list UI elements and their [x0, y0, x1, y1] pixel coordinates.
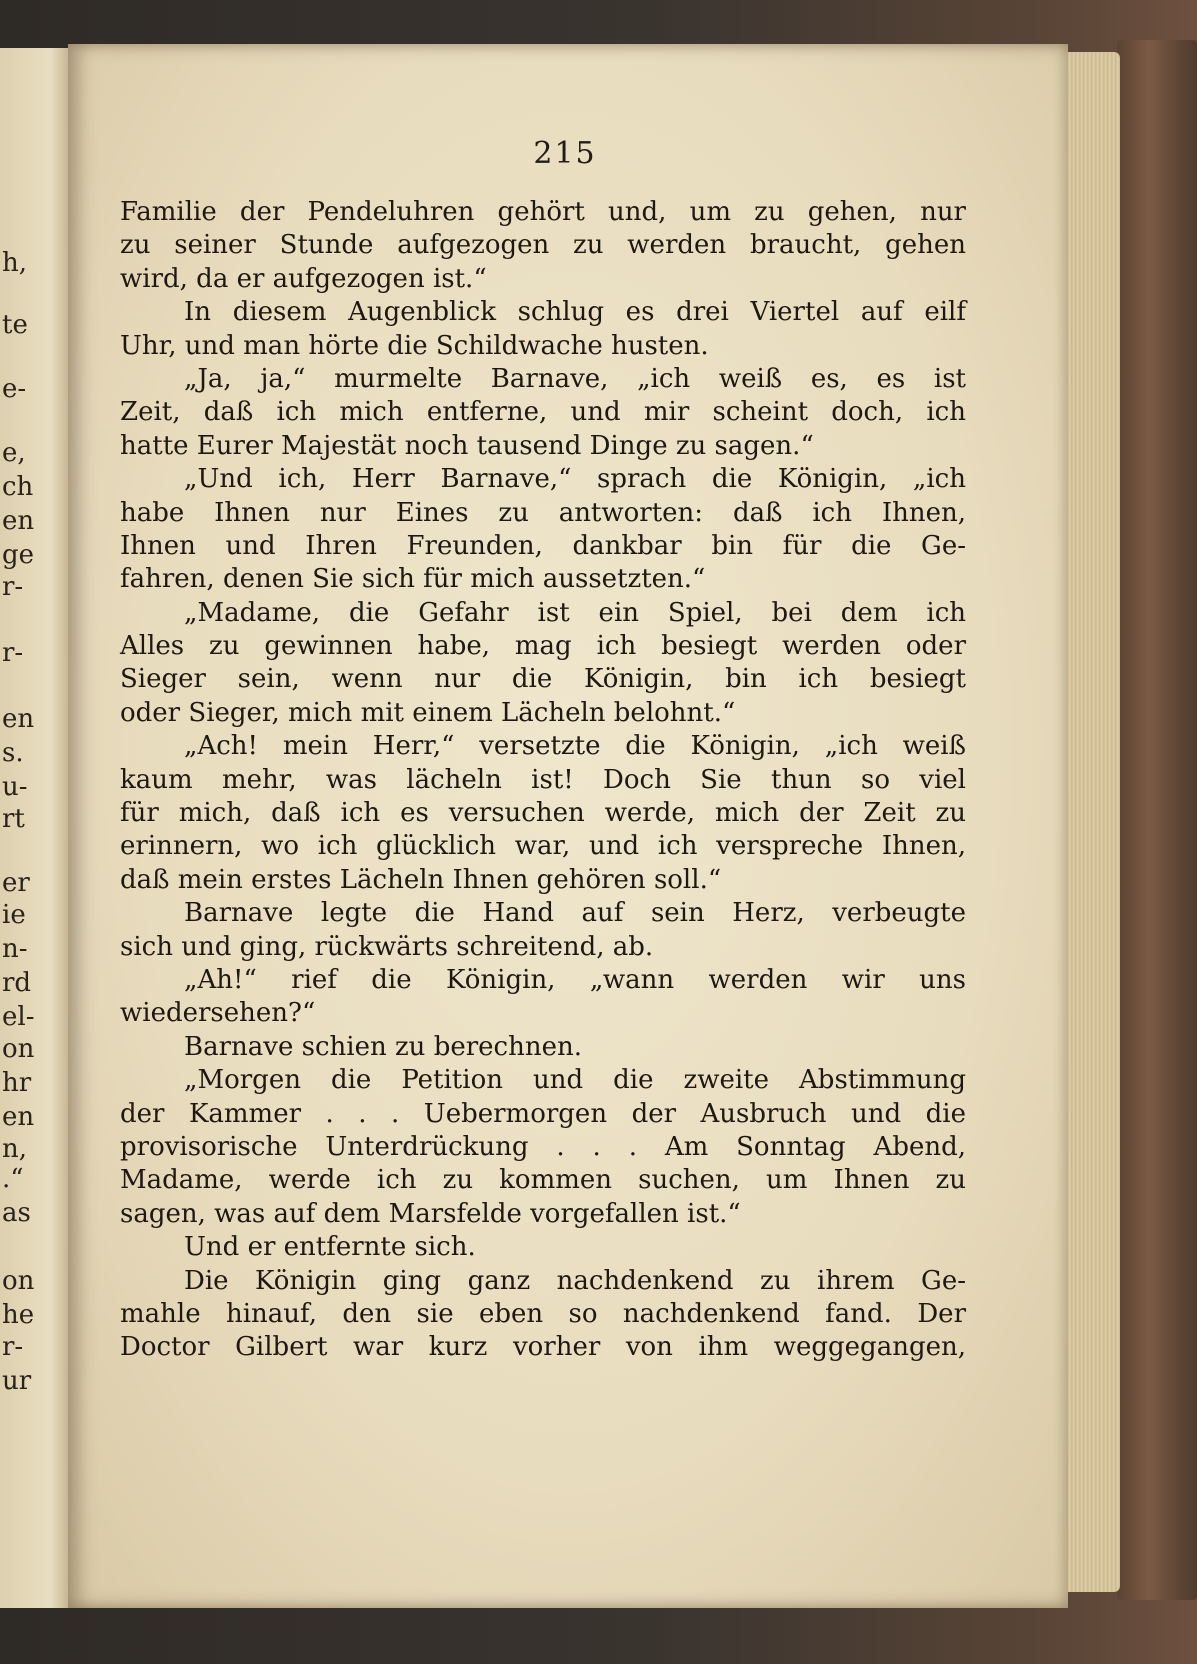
- left-fragment: er: [2, 868, 30, 898]
- text-line: für mich, daß ich es versuchen werde, mich der Zeit zu: [120, 798, 966, 829]
- left-fragment: ge: [2, 540, 35, 570]
- left-fragment: on: [2, 1266, 35, 1296]
- left-fragment: en: [2, 1102, 35, 1132]
- text-line: sich und ging, rückwärts schreitend, ab.: [120, 931, 654, 962]
- text-line: sagen, was auf dem Marsfelde vorgefallen ist.“: [120, 1198, 741, 1229]
- left-fragment: r-: [2, 638, 24, 668]
- left-fragment: rd: [2, 968, 32, 998]
- text-line: Uhr, und man hörte die Schildwache husten.: [120, 330, 709, 361]
- text-line: „Madame, die Gefahr ist ein Spiel, bei dem ich: [184, 597, 966, 628]
- text-line: wiedersehen?“: [120, 998, 316, 1029]
- left-fragment: .“: [2, 1164, 24, 1194]
- text-line: Ihnen und Ihren Freunden, dankbar bin für die Ge-: [120, 530, 966, 561]
- text-line: habe Ihnen nur Eines zu antworten: daß ich Ihnen,: [120, 497, 966, 528]
- left-fragment: en: [2, 704, 35, 734]
- text-line: „Ja, ja,“ murmelte Barnave, „ich weiß es, es ist: [184, 363, 966, 394]
- text-line: Barnave schien zu berechnen.: [184, 1031, 582, 1062]
- text-line: hatte Eurer Majestät noch tausend Dinge zu sagen.“: [120, 430, 814, 461]
- text-line: Und er entfernte sich.: [184, 1232, 476, 1263]
- left-fragment: e,: [2, 438, 26, 468]
- left-fragment: n,: [2, 1134, 28, 1164]
- text-line: „Morgen die Petition und die zweite Abstimmung: [184, 1065, 966, 1096]
- left-fragment: el-: [2, 1002, 35, 1032]
- text-line: Madame, werde ich zu kommen suchen, um Ihnen zu: [120, 1165, 966, 1196]
- text-line: Zeit, daß ich mich entferne, und mir scheint doch, ich: [120, 397, 966, 428]
- text-line: Alles zu gewinnen habe, mag ich besiegt werden oder: [120, 631, 966, 662]
- left-page-text: [2, 48, 62, 1608]
- left-fragment: u-: [2, 772, 28, 802]
- book-page: [68, 44, 1068, 1608]
- text-line: „Ach! mein Herr,“ versetzte die Königin, „ich weiß: [184, 731, 966, 762]
- text-line: oder Sieger, mich mit einem Lächeln belohnt.“: [120, 697, 736, 728]
- text-line: Barnave legte die Hand auf sein Herz, verbeugte: [184, 898, 966, 929]
- page-number: 215: [533, 136, 597, 171]
- text-line: „Ah!“ rief die Königin, „wann werden wir uns: [184, 964, 966, 995]
- text-line: mahle hinauf, den sie eben so nachdenkend fand. Der: [120, 1298, 966, 1329]
- left-fragment: ur: [2, 1366, 32, 1396]
- text-line: daß mein erstes Lächeln Ihnen gehören soll.“: [120, 864, 722, 895]
- text-line: kaum mehr, was lächeln ist! Doch Sie thun so viel: [120, 764, 966, 795]
- text-line: provisorische Unterdrückung . . . Am Sonntag Abend,: [120, 1131, 966, 1162]
- left-fragment: en: [2, 506, 35, 536]
- leather-binding: [1117, 40, 1197, 1600]
- text-line: „Und ich, Herr Barnave,“ sprach die Königin, „ich: [184, 464, 966, 495]
- left-fragment: rt: [2, 804, 25, 834]
- text-line: zu seiner Stunde aufgezogen zu werden braucht, gehen: [120, 230, 966, 261]
- text-line: fahren, denen Sie sich für mich aussetzten.“: [120, 564, 706, 595]
- left-fragment: e-: [2, 374, 27, 404]
- text-line: wird, da er aufgezogen ist.“: [120, 263, 487, 294]
- left-page: [0, 48, 72, 1608]
- text-line: Doctor Gilbert war kurz vorher von ihm weggegangen,: [120, 1332, 966, 1363]
- left-fragment: r-: [2, 1332, 24, 1362]
- left-fragment: h,: [2, 248, 28, 278]
- text-line: In diesem Augenblick schlug es drei Viertel auf eilf: [184, 297, 966, 328]
- body-text: [120, 196, 966, 1365]
- text-line: Sieger sein, wenn nur die Königin, bin ich besiegt: [120, 664, 966, 695]
- left-fragment: s.: [2, 738, 24, 768]
- text-line: Familie der Pendeluhren gehört und, um zu gehen, nur: [120, 197, 966, 227]
- text-line: erinnern, wo ich glücklich war, und ich verspreche Ihnen,: [120, 831, 966, 862]
- left-fragment: he: [2, 1300, 35, 1330]
- left-fragment: ch: [2, 472, 34, 502]
- text-line: der Kammer . . . Uebermorgen der Ausbruch und die: [120, 1098, 966, 1129]
- left-fragment: n-: [2, 934, 28, 964]
- text-line: Die Königin ging ganz nachdenkend zu ihrem Ge-: [184, 1265, 966, 1296]
- left-fragment: on: [2, 1034, 35, 1064]
- left-fragment: ie: [2, 900, 26, 930]
- left-fragment: r-: [2, 572, 24, 602]
- left-fragment: hr: [2, 1068, 32, 1098]
- left-fragment: as: [2, 1198, 31, 1228]
- left-fragment: te: [2, 310, 28, 340]
